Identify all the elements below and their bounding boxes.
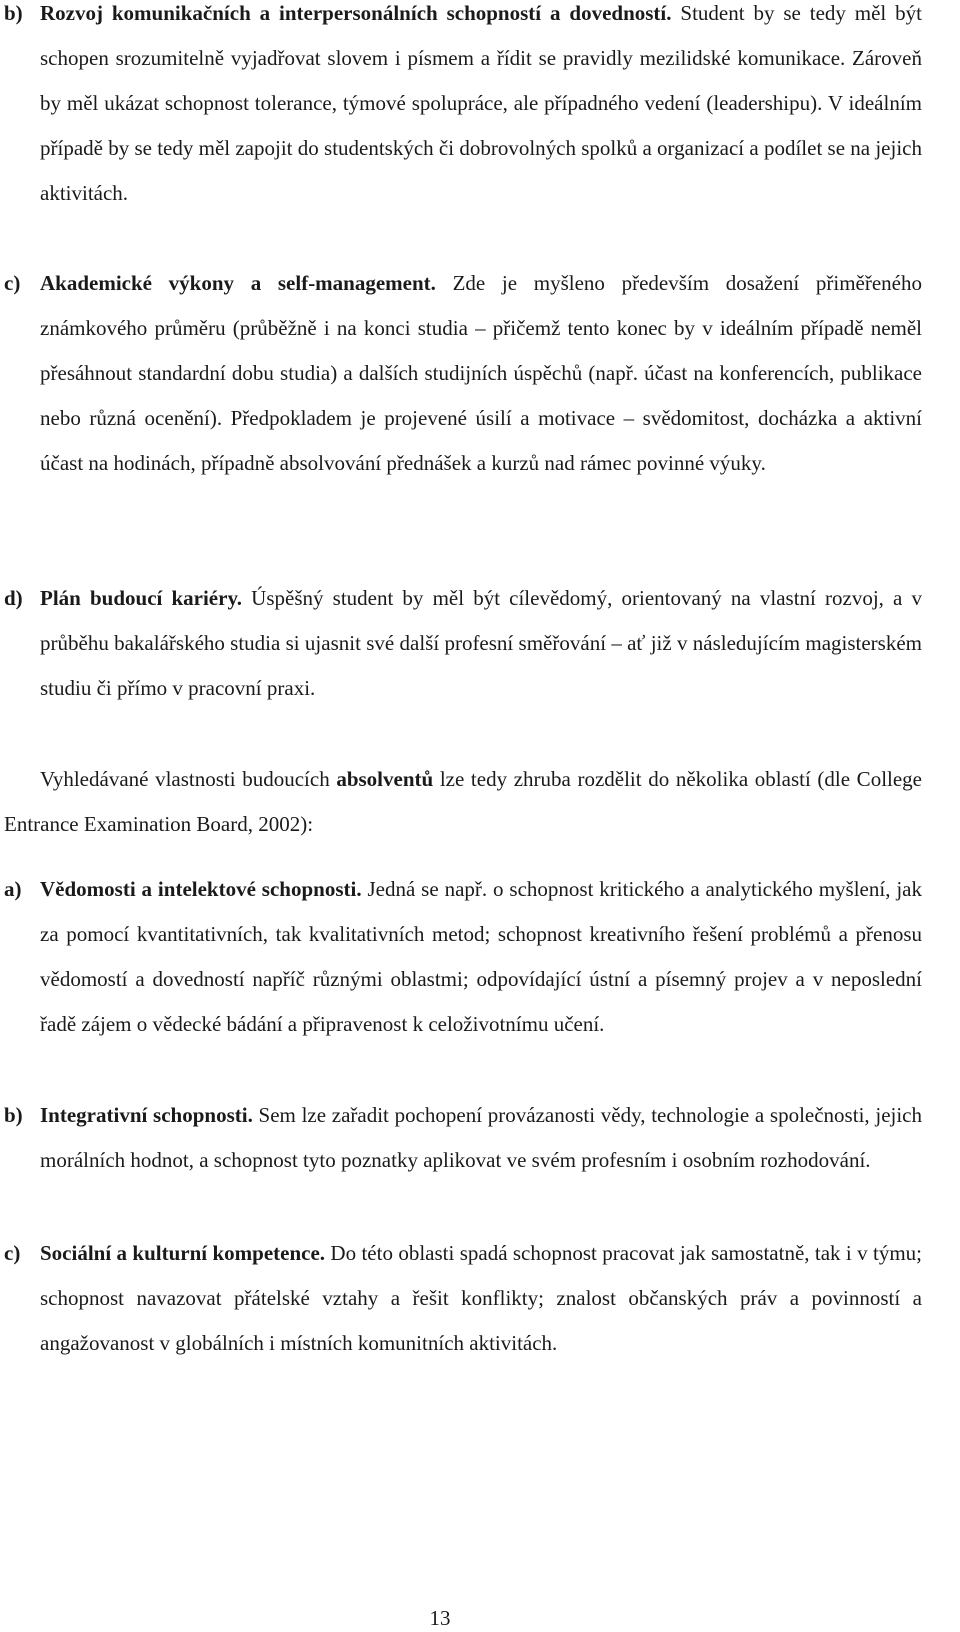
intro-text-before: Vyhledávané vlastnosti budoucích bbox=[40, 767, 337, 791]
list-marker: d) bbox=[4, 586, 23, 610]
list-item-text: Zde je myšleno především dosažení přiměřeného známkového průměru (průběžně i na konci studia – přičemž tento konec by v ideálním případě neměl přesáhnout standardní dobu studia) a dalších studijních úspěchů (např. účast na konferencích, publikace nebo různá ocenění). Předpokladem je projevené úsilí a motivace – svědomitost, docházka a aktivní účast na hodinách, případně absolvování přednášek a kurzů nad rámec povinné výuky. bbox=[40, 271, 922, 475]
list-item-text: Jedná se např. o schopnost kritického a analytického myšlení, jak za pomocí kvantitativních, tak kvalitativních metod; schopnost kreativního řešení problémů a přenosu vědomostí a dovedností napříč různými oblastmi; odpovídající ústní a písemný projev a v neposlední řadě zájem o vědecké bádání a připravenost k celoživotnímu učení. bbox=[40, 877, 922, 1036]
intro-text-after: lze tedy zhruba rozdělit do několika oblastí (dle College Entrance Examination Board, 2002): bbox=[4, 767, 923, 836]
list-item-c-academic bbox=[4, 261, 922, 486]
list-item-text: Student by se tedy měl být schopen srozumitelně vyjadřovat slovem i písmem a řídit se pravidly mezilidské komunikace. Zároveň by měl ukázat schopnost tolerance, týmové spolupráce, ale případného vedení (leadershipu). V ideálním případě by se tedy měl zapojit do studentských či dobrovolných spolků a organizací a podílet se na jejich aktivitách. bbox=[40, 1, 922, 205]
list-marker: c) bbox=[4, 271, 21, 295]
page-number: 13 bbox=[429, 1606, 451, 1630]
list-item-title: Sociální a kulturní kompetence. bbox=[40, 1241, 326, 1265]
list-marker: c) bbox=[4, 1241, 21, 1265]
list-item-b-integrative bbox=[4, 1093, 922, 1183]
list-item-title: Integrativní schopnosti. bbox=[40, 1103, 253, 1127]
list-item-title: Plán budoucí kariéry. bbox=[40, 586, 243, 610]
list-item-b-communication bbox=[4, 0, 922, 216]
list-item-title: Vědomosti a intelektové schopnosti. bbox=[40, 877, 362, 901]
list-item-text: Sem lze zařadit pochopení provázanosti vědy, technologie a společnosti, jejich morálních hodnot, a schopnost tyto poznatky aplikovat ve svém profesním i osobním rozhodování. bbox=[40, 1103, 923, 1172]
list-marker: b) bbox=[4, 1103, 23, 1127]
intro-bold-term: absolventů bbox=[336, 767, 434, 791]
list-item-d-career bbox=[4, 576, 922, 711]
list-marker: b) bbox=[4, 1, 23, 25]
list-item-c-social bbox=[4, 1231, 922, 1366]
list-item-a-knowledge bbox=[4, 867, 922, 1047]
list-marker: a) bbox=[4, 877, 22, 901]
list-item-text: Do této oblasti spadá schopnost pracovat jak samostatně, tak i v týmu; schopnost navazovat přátelské vztahy a řešit konflikty; znalost občanských práv a povinností a angažovanost v globálních i místních komunitních aktivitách. bbox=[40, 1241, 922, 1355]
list-item-text: Úspěšný student by měl být cílevědomý, orientovaný na vlastní rozvoj, a v průběhu bakalářského studia si ujasnit své další profesní směřování – ať již v následujícím magisterském studiu či přímo v pracovní praxi. bbox=[40, 586, 923, 700]
intro-paragraph bbox=[4, 757, 922, 847]
list-item-title: Akademické výkony a self-management. bbox=[40, 271, 436, 295]
list-item-title: Rozvoj komunikačních a interpersonálních schopností a dovedností. bbox=[40, 1, 672, 25]
